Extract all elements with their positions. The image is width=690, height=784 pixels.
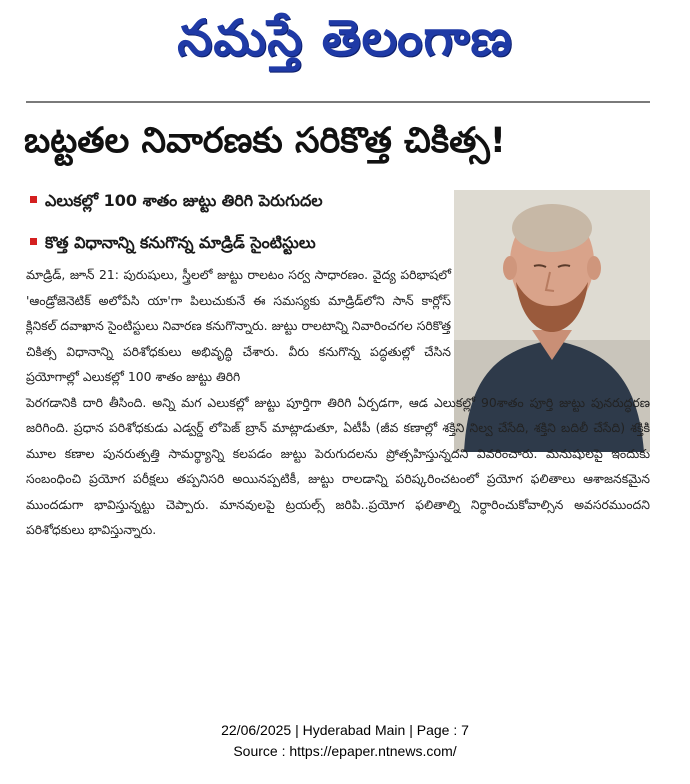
publication-info: 22/06/2025 | Hyderabad Main | Page : 7 — [221, 722, 469, 738]
source-link[interactable]: Source : https://epaper.ntnews.com/ — [233, 743, 457, 759]
masthead-divider — [26, 101, 650, 103]
bullet-text: ఎలుకల్లో 100 శాతం జుట్టు తిరిగి పెరుగుదల — [45, 191, 323, 210]
article-bullet — [30, 228, 440, 258]
article-bullet — [30, 186, 440, 216]
bullet-text: కొత్త విధానాన్ని కనుగొన్న మాడ్రిడ్ సైంటిస్టులు — [45, 233, 316, 252]
bullet-marker-icon — [30, 196, 37, 203]
bullet-marker-icon — [30, 238, 37, 245]
article-headline: బట్టతల నివారణకు సరికొత్త చికిత్స! — [24, 121, 506, 161]
article-body-paragraph: పెరగడానికి దారి తీసింది. అన్ని మగ ఎలుకల్లో జుట్టు పూర్తిగా తిరిగి ఏర్పడగా, ఆడ ఎలుకల్లో 90శాతం పూర్తి జుట్టు పునరుద్ధరణ జరిగింది. ప్రధాన పరిశోధకుడు ఎడ్వర్డ్ లోపెజ్ బ్రాన్ మాట్లాడుతూ, ఏటీపీ (జీవ కణాల్లో శక్తిని నిల్వ చేసేది, శక్తిని బదిలీ చేసేది) శక్తికి మూల కణాల పునరుత్పత్తి సామర్థ్యాన్ని కలపడం జుట్టు పెరుగుదలను ప్రోత్సహిస్తున్నదని వివరించారు. మనుషులపై ఇందుకు సంబంధించి ప్రయోగ పరీక్షలు తప్పనిసరి అయినప్పటికీ, జుట్టు రాలడాన్ని పరిష్కరించటంలో ప్రయోగ ఫలితాలు ఆశాజనకమైన ముందడుగా భావిస్తున్నట్టు చెప్పారు. మానవులపై ట్రయల్స్ జరిపి..ప్రయోగ ఫలితాల్ని నిర్ధారించుకోవాల్సిన అవసరముందని పరిశోధకులు భావిస్తున్నారు. — [26, 394, 650, 537]
newspaper-masthead: నమస్తే తెలంగాణ — [177, 9, 513, 67]
article-body — [26, 262, 650, 543]
article-body-paragraph: మాడ్రిడ్, జూన్ 21: పురుషులు, స్త్రీలలో జుట్టు రాలటం సర్వ సాధారణం. వైద్య పరిభాషలో 'ఆండ్రోజెనెటిక్ అలోపేసి యా'గా పిలుచుకునే ఈ సమస్యకు మాడ్రిడ్‌లోని సాన్ కార్లోస్ క్లినికల్ దవాఖాన సైంటిస్టులు నివారణ కనుగొన్నారు. జుట్టు రాలటాన్ని నివారించగల సరికొత్త చికిత్స విధానాన్ని పరిశోధకులు అభివృద్ధి చేశారు. వీరు కనుగొన్న పద్ధతుల్లో చేసిన ప్రయోగాల్లో ఎలుకల్లో 100 శాతం జుట్టు తిరిగి — [26, 267, 451, 384]
